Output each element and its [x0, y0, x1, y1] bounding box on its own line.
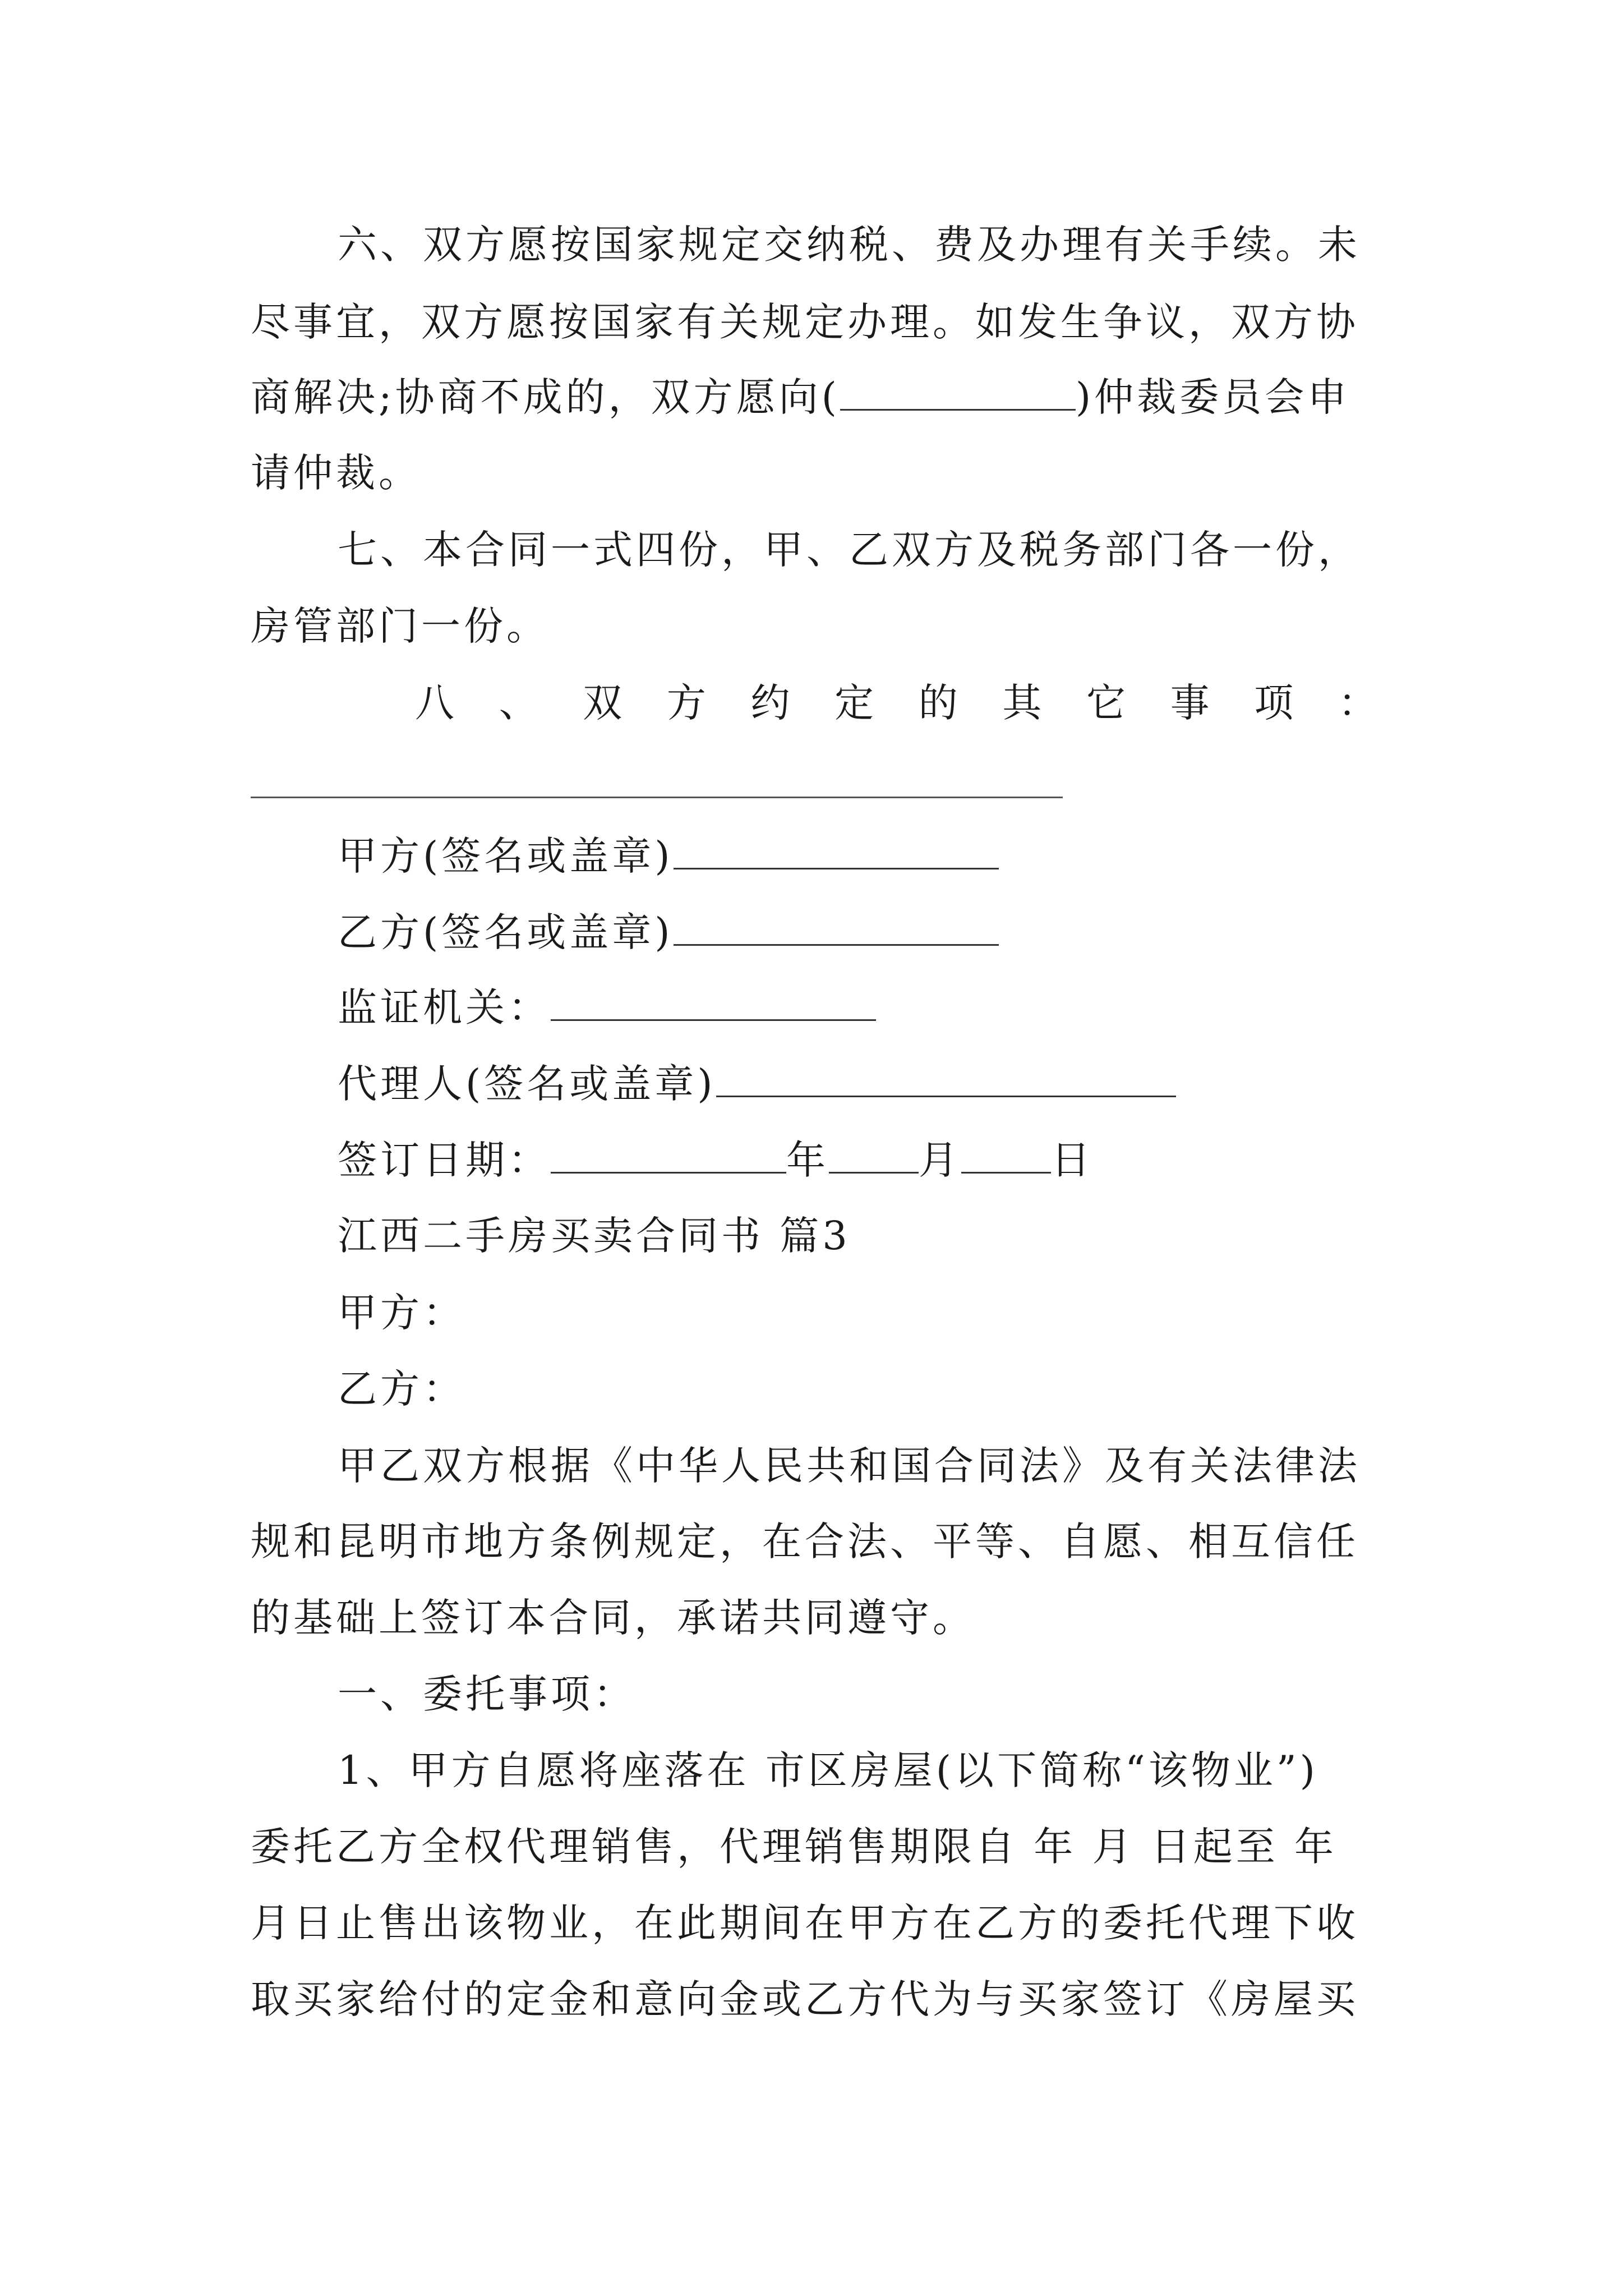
day-blank — [961, 1137, 1051, 1174]
clause-8-char: 八 — [415, 680, 454, 726]
intro-line-1: 甲乙双方根据《中华人民共和国合同法》及有关法律法 — [338, 1443, 1361, 1489]
clause-8-char: 其 — [1002, 680, 1042, 726]
clause-6-line-1: 六、双方愿按国家规定交纳税、费及办理有关手续。未 — [338, 222, 1361, 268]
supervisor-line — [338, 981, 1470, 1034]
clause-6-line-3-start: 商解决;协商不成的，双方愿向( — [251, 374, 840, 420]
clause-8-char: 的 — [918, 680, 958, 726]
signing-date-line — [338, 1133, 1470, 1187]
party-b-signature-blank — [674, 909, 999, 946]
signing-date-label: 签订日期： — [338, 1137, 551, 1183]
clause-6-line-4: 请仲裁。 — [251, 450, 421, 496]
clause-6-line-3 — [251, 370, 1384, 424]
clause-8-char: 双 — [583, 680, 623, 726]
month-blank — [829, 1137, 919, 1174]
arbitration-blank — [840, 374, 1076, 411]
clause-8-char: 约 — [750, 680, 790, 726]
party-b-line: 乙方： — [338, 1366, 465, 1412]
clause-8-char: 、 — [499, 680, 538, 726]
clause-8-char: 事 — [1170, 680, 1210, 726]
party-b-signature-label: 乙方(签名或盖章) — [338, 909, 674, 955]
party-a-line: 甲方： — [338, 1290, 465, 1336]
item-1-line-1: 1、甲方自愿将座落在 市区房屋(以下简称“该物业”) — [338, 1747, 1318, 1793]
clause-8-blank-line — [251, 797, 1063, 798]
intro-line-2: 规和昆明市地方条例规定，在合法、平等、自愿、相互信任 — [251, 1519, 1359, 1565]
year-blank — [551, 1137, 786, 1174]
supervisor-label: 监证机关： — [338, 984, 551, 1030]
agent-signature-blank — [716, 1061, 1176, 1097]
clause-8-char: 它 — [1086, 680, 1126, 726]
party-b-signature-line — [338, 905, 1470, 959]
section-1-heading: 一、委托事项： — [338, 1671, 636, 1717]
item-1-line-3: 月日止售出该物业，在此期间在甲方在乙方的委托代理下收 — [251, 1900, 1359, 1946]
contract-heading: 江西二手房买卖合同书 篇3 — [338, 1213, 851, 1259]
party-a-signature-line — [338, 829, 1470, 883]
supervisor-blank — [551, 984, 876, 1021]
agent-signature-label: 代理人(签名或盖章) — [338, 1061, 716, 1107]
clause-8-char: 方 — [666, 680, 706, 726]
clause-8-char: ： — [1338, 680, 1377, 726]
agent-signature-line — [338, 1057, 1470, 1111]
day-label: 日 — [1051, 1137, 1094, 1183]
clause-6-line-3-end: )仲裁委员会申 — [1075, 374, 1350, 420]
clause-8-heading — [415, 676, 1377, 730]
clause-8-char: 定 — [834, 680, 874, 726]
party-a-signature-label: 甲方(签名或盖章) — [338, 833, 674, 879]
party-a-signature-blank — [674, 833, 999, 869]
intro-line-3: 的基础上签订本合同，承诺共同遵守。 — [251, 1595, 975, 1641]
item-1-line-2: 委托乙方全权代理销售，代理销售期限自 年 月 日起至 年 — [251, 1824, 1338, 1870]
clause-6-line-2: 尽事宜，双方愿按国家有关规定办理。如发生争议，双方协 — [251, 299, 1359, 345]
year-label: 年 — [786, 1137, 829, 1183]
clause-7-line-1: 七、本合同一式四份，甲、乙双方及税务部门各一份， — [338, 527, 1361, 573]
clause-7-line-2: 房管部门一份。 — [251, 603, 549, 649]
month-label: 月 — [919, 1137, 961, 1183]
clause-8-char: 项 — [1254, 680, 1294, 726]
item-1-line-4: 取买家给付的定金和意向金或乙方代为与买家签订《房屋买 — [251, 1976, 1359, 2022]
